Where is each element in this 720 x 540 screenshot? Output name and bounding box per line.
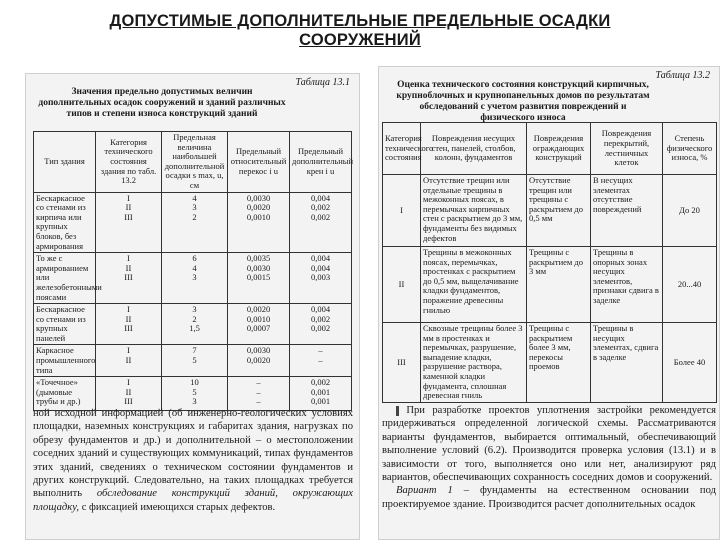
table-row xyxy=(383,247,717,323)
cell-value: 3 xyxy=(192,202,197,213)
table-13-1-number: Таблица 13.1 xyxy=(295,77,350,88)
table-13-2 xyxy=(382,122,717,403)
right-paragraph-1 xyxy=(382,404,716,484)
right-paragraph-1-text: При разработке проектов уплотнения застройки рекомендуется придерживаться определенной логической схемы. Рассматриваются варианты фундаментов, выбирается оптимальный, обеспечивающий выполнение условий (6.2). Производится проверка условия (13.1) и в зависимости от того, выполняется оно или нет, анализируют ряд вариантов, обеспечивающих сохранность соседних домов и сооружений. xyxy=(382,405,716,484)
cell-value: 5 xyxy=(192,355,197,366)
cell-value: 0,004 xyxy=(310,262,331,273)
cell-value: 3 xyxy=(192,304,197,315)
cell-value: 0,0020 xyxy=(246,355,271,366)
cell-value: 3 xyxy=(192,396,197,407)
cell-value: 0,002 xyxy=(310,323,331,334)
cell-floor-damage: Трещины в опорных зонах несущих элементов, признаки сдвига в заделке xyxy=(591,247,663,323)
cell-value: 0,0030 xyxy=(246,192,271,203)
table-row xyxy=(383,175,717,247)
cell-value: III xyxy=(124,396,133,407)
cell-value: 2 xyxy=(192,313,197,324)
cell-skew xyxy=(228,345,290,377)
right-paragraph-2 xyxy=(382,484,716,511)
cell-type: Каркасное промышленного типа xyxy=(34,345,96,377)
cell-skew xyxy=(228,377,290,411)
th-tech-category: Категория технического состояния xyxy=(383,123,421,175)
cell-value: 0,0020 xyxy=(246,304,271,315)
cell-value: 10 xyxy=(190,377,199,388)
cell-type: Бескаркасное со стенами из кирпича или крупных блоков, без армирования xyxy=(34,192,96,253)
cell-value: I xyxy=(127,304,130,315)
table-13-2-caption: Оценка технического состояния конструкций кирпичных, крупноблочных и крупнопанельных домов по результатам обследований с учетом развития повреждений и физического износа xyxy=(396,80,650,123)
cell-tilt xyxy=(290,304,352,345)
cell-wear: До 20 xyxy=(663,175,717,247)
table-row xyxy=(383,323,717,403)
cell-value: II xyxy=(125,313,132,324)
cell-value: 4 xyxy=(192,192,197,203)
cell-category xyxy=(96,253,162,304)
cell-value: – xyxy=(256,377,261,388)
cell-skew xyxy=(228,304,290,345)
cell-value: II xyxy=(125,262,132,273)
cell-value: I xyxy=(127,253,130,264)
right-book-page xyxy=(378,66,720,540)
cell-enclosing-damage: Трещины с раскрытием до 3 мм xyxy=(527,247,591,323)
cell-value: 0,004 xyxy=(310,192,331,203)
th-wall-damage: Повреждения несущих стен, панелей, столбов, колонн, фундаментов xyxy=(421,123,527,175)
cell-value: 0,001 xyxy=(310,386,331,397)
cell-value: 0,0035 xyxy=(246,253,271,264)
right-paragraphs xyxy=(382,404,716,511)
cell-type: То же с армированием или железобетонными поясами xyxy=(34,253,96,304)
cell-value: 5 xyxy=(192,386,197,397)
table-row xyxy=(34,304,352,345)
cell-value: 0,003 xyxy=(310,272,331,283)
cell-tilt xyxy=(290,192,352,253)
cell-enclosing-damage: Отсутствие трещин или трещины с раскрытием до 0,5 мм xyxy=(527,175,591,247)
cell-settlement xyxy=(162,377,228,411)
th-additional-tilt: Предельный дополнительный крен i u xyxy=(290,132,352,193)
cell-category xyxy=(96,192,162,253)
th-wear-degree: Степень физического износа, % xyxy=(663,123,717,175)
cell-wall-damage: Сквозные трещины более 3 мм в простенках и перемычках, разрушение, выпадение кладки, разрушение раствора, каменной кладки фундамента, сплошная древесная гниль xyxy=(421,323,527,403)
th-relative-skew: Предельный относительный перекос i u xyxy=(228,132,290,193)
cell-category: III xyxy=(383,323,421,403)
cell-value: 3 xyxy=(192,272,197,283)
th-building-type: Тип здания xyxy=(34,132,96,193)
cell-category: II xyxy=(383,247,421,323)
cell-value: 0,002 xyxy=(310,202,331,213)
cell-value: 0,0007 xyxy=(246,323,271,334)
table-13-1-caption: Значения предельно допустимых величин дополнительных осадок сооружений и зданий различных типов и степени износа конструкций зданий xyxy=(38,87,286,119)
cell-value: 0,0030 xyxy=(246,262,271,273)
cell-skew xyxy=(228,192,290,253)
cell-value: 0,002 xyxy=(310,211,331,222)
table-13-1-header-row xyxy=(34,132,352,193)
left-book-page xyxy=(25,73,360,540)
cell-value: 0,0010 xyxy=(246,313,271,324)
cell-skew xyxy=(228,253,290,304)
slide-title-line1: ДОПУСТИМЫЕ ДОПОЛНИТЕЛЬНЫЕ ПРЕДЕЛЬНЫЕ ОСАДКИ xyxy=(109,12,611,30)
cell-value: I xyxy=(127,345,130,356)
cell-value: – xyxy=(318,345,323,356)
cell-value: – xyxy=(318,355,323,366)
cell-value: II xyxy=(125,386,132,397)
variant-text: – фундаменты на естественном основании под проектируемое здание. Производится расчет дополнительных осадок xyxy=(382,485,716,510)
cell-type: Бескаркасное со стенами из крупных панелей xyxy=(34,304,96,345)
left-paragraph-text xyxy=(33,407,353,514)
table-row xyxy=(34,345,352,377)
cell-value: 4 xyxy=(192,262,197,273)
slide-title xyxy=(0,12,720,50)
cell-value: II xyxy=(125,355,132,366)
cell-floor-damage: В несущих элементах отсутствие повреждений xyxy=(591,175,663,247)
table-row xyxy=(34,192,352,253)
cell-value: II xyxy=(125,202,132,213)
cell-settlement xyxy=(162,253,228,304)
cell-value: I xyxy=(127,377,130,388)
cell-value: 0,002 xyxy=(310,377,331,388)
cell-category xyxy=(96,345,162,377)
cell-settlement xyxy=(162,192,228,253)
cell-value: 1,5 xyxy=(189,323,200,334)
cell-category xyxy=(96,304,162,345)
table-13-1 xyxy=(33,131,352,411)
th-enclosing-damage: Повреждения ограждающих конструкций xyxy=(527,123,591,175)
cell-settlement xyxy=(162,345,228,377)
cell-value: – xyxy=(256,386,261,397)
cell-value: 0,0015 xyxy=(246,272,271,283)
table-row xyxy=(34,377,352,411)
cell-value: – xyxy=(256,396,261,407)
cell-floor-damage: Трещины в несущих элементах, сдвига в заделке xyxy=(591,323,663,403)
cell-wear: Более 40 xyxy=(663,323,717,403)
th-max-settlement: Предельная величина наибольшей дополнительной осадки s max, u, см xyxy=(162,132,228,193)
cell-value: 7 xyxy=(192,345,197,356)
cell-category xyxy=(96,377,162,411)
cell-wall-damage: Трещины в межоконных поясах, перемычках, простенках с раскрытием до 0,5 мм, выщелачивание кладки фундаментов, поражение древесины гнилью xyxy=(421,247,527,323)
cell-value: III xyxy=(124,211,133,222)
cell-value: 0,002 xyxy=(310,313,331,324)
cell-tilt xyxy=(290,253,352,304)
cell-value: 0,0020 xyxy=(246,202,271,213)
left-paragraph xyxy=(33,407,353,514)
cell-value: 6 xyxy=(192,253,197,264)
cell-wall-damage: Отсутствие трещин или отдельные трещины в межоконных поясах, в перемычках кирпичных стен с раскрытием до 3 мм, фундаменты без видимых дефектов xyxy=(421,175,527,247)
cell-wear: 20...40 xyxy=(663,247,717,323)
cell-value: III xyxy=(124,272,133,283)
cell-enclosing-damage: Трещины с раскрытием более 3 мм, перекосы проемов xyxy=(527,323,591,403)
slide-title-line2: СООРУЖЕНИЙ xyxy=(299,31,421,49)
cell-category: I xyxy=(383,175,421,247)
table-13-2-header-row xyxy=(383,123,717,175)
cell-tilt xyxy=(290,345,352,377)
cell-value: 0,0030 xyxy=(246,345,271,356)
cell-value: I xyxy=(127,192,130,203)
cell-value: 2 xyxy=(192,211,197,222)
table-row xyxy=(34,253,352,304)
variant-label: Вариант 1 xyxy=(396,485,453,497)
left-paragraph-pre: ной исходной информацией (об инженерно-геологических условиях площадки, наземных конструкциях и габаритах здания, нагрузках по обрезу фундаментов и др.) и дополнительной – о местоположении соседних зданий и существующих коммуникаций, типах фундаментов этих зданий, сведениях о техническом состоянии фундаментов и других конструкций. Следовательно, на таких площадках требуется выполнить xyxy=(33,408,353,500)
left-paragraph-italic: обследование конструкций зданий, окружающих площадку, xyxy=(33,488,353,513)
margin-bar-mark xyxy=(396,406,399,416)
th-category: Категория технического состояния здания по табл. 13.2 xyxy=(96,132,162,193)
cell-value: III xyxy=(124,323,133,334)
cell-tilt xyxy=(290,377,352,411)
cell-value: 0,004 xyxy=(310,304,331,315)
th-floor-damage: Повреждения перекрытий, лестничных клеток xyxy=(591,123,663,175)
table-13-2-number: Таблица 13.2 xyxy=(655,70,710,81)
cell-settlement xyxy=(162,304,228,345)
cell-type: «Точечное» (дымовые трубы и др.) xyxy=(34,377,96,411)
left-paragraph-post: с фиксацией имеющихся старых дефектов. xyxy=(79,501,276,513)
cell-value: 0,0010 xyxy=(246,211,271,222)
cell-value: 0,004 xyxy=(310,253,331,264)
cell-value: 0,001 xyxy=(310,396,331,407)
